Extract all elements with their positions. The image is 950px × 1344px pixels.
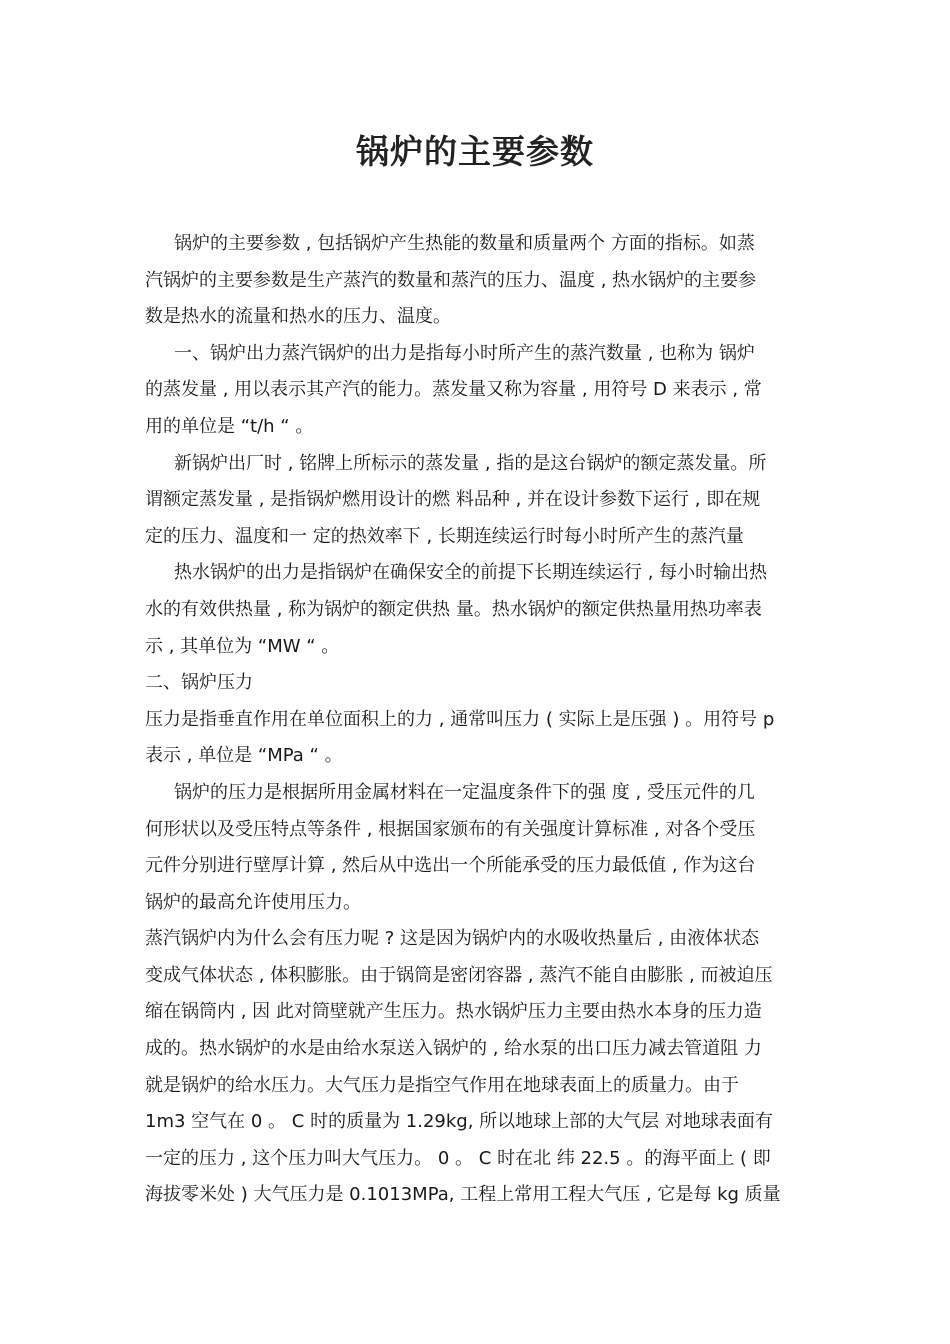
text-line: 缩在锅筒内 , 因 此对筒壁就产生压力。热水锅炉压力主要由热水本身的压力造 bbox=[145, 1001, 762, 1023]
text-line: 海拔零米处 ) 大气压力是 0.1013MPa, 工程上常用工程大气压 , 它是每 kg 质量 bbox=[145, 1184, 781, 1206]
text-line: 的蒸发量 , 用以表示其产汽的能力。蒸发量又称为容量 , 用符号 D 来表示 , 常 bbox=[145, 379, 762, 401]
text-line: 谓额定蒸发量 , 是指锅炉燃用设计的燃 料品种 , 并在设计参数下运行 , 即在规 bbox=[145, 489, 761, 511]
text-line: 锅炉的主要参数 , 包括锅炉产生热能的数量和质量两个 方面的指标。如蒸 bbox=[174, 233, 755, 254]
text-line: 一、锅炉出力蒸汽锅炉的出力是指每小时所产生的蒸汽数量 , 也称为 锅炉 bbox=[174, 342, 755, 364]
text-line: 定的压力、温度和一 定的热效率下 , 长期连续运行时每小时所产生的蒸汽量 bbox=[145, 525, 744, 547]
text-line: 水的有效供热量 , 称为锅炉的额定供热 量。热水锅炉的额定供热量用热功率表 bbox=[145, 598, 762, 620]
text-line: 热水锅炉的出力是指锅炉在确保安全的前提下长期连续运行 , 每小时输出热 bbox=[174, 562, 768, 584]
document-body bbox=[145, 226, 807, 1214]
text-line: 何形状以及受压特点等条件 , 根据国家颁布的有关强度计算标准 , 对各个受压 bbox=[145, 818, 756, 840]
text-line: 锅炉的压力是根据所用金属材料在一定温度条件下的强 度 , 受压元件的几 bbox=[174, 781, 755, 803]
text-line: 用的单位是 “t/h “ 。 bbox=[145, 415, 314, 437]
document-title: 锅炉的主要参数 bbox=[356, 132, 594, 171]
text-line: 变成气体状态 , 体积膨胀。由于锅筒是密闭容器 , 蒸汽不能自由膨胀 , 而被迫压 bbox=[145, 964, 773, 986]
text-line: 元件分别进行壁厚计算 , 然后从中选出一个所能承受的压力最低值 , 作为这台 bbox=[145, 855, 756, 877]
text-line: 一定的压力 , 这个压力叫大气压力。 0 。 C 时在北 纬 22.5 。的海平面上 ( 即 bbox=[145, 1147, 771, 1169]
text-line: 蒸汽锅炉内为什么会有压力呢 ? 这是因为锅炉内的水吸收热量后 , 由液体状态 bbox=[145, 928, 760, 950]
text-line: 二、锅炉压力 bbox=[145, 672, 253, 694]
text-line: 数是热水的流量和热水的压力、温度。 bbox=[145, 306, 451, 328]
text-line: 就是锅炉的给水压力。大气压力是指空气作用在地球表面上的质量力。由于 bbox=[145, 1074, 739, 1096]
text-line: 锅炉的最高允许使用压力。 bbox=[145, 891, 361, 913]
text-line: 示 , 其单位为 “MW “ 。 bbox=[145, 635, 340, 657]
text-line: 1m3 空气在 0 。 C 时的质量为 1.29kg, 所以地球上部的大气层 对地球表面有 bbox=[145, 1111, 773, 1133]
text-line: 压力是指垂直作用在单位面积上的力 , 通常叫压力 ( 实际上是压强 ) 。用符号 p bbox=[145, 708, 775, 730]
text-line: 新锅炉出厂时 , 铭牌上所标示的蒸发量 , 指的是这台锅炉的额定蒸发量。所 bbox=[174, 452, 767, 474]
text-line: 成的。热水锅炉的水是由给水泵送入锅炉的 , 给水泵的出口压力减去管道阻 力 bbox=[145, 1038, 762, 1060]
text-line: 表示 , 单位是 “MPa “ 。 bbox=[145, 745, 343, 767]
text-line: 汽锅炉的主要参数是生产蒸汽的数量和蒸汽的压力、温度 , 热水锅炉的主要参 bbox=[145, 269, 757, 291]
